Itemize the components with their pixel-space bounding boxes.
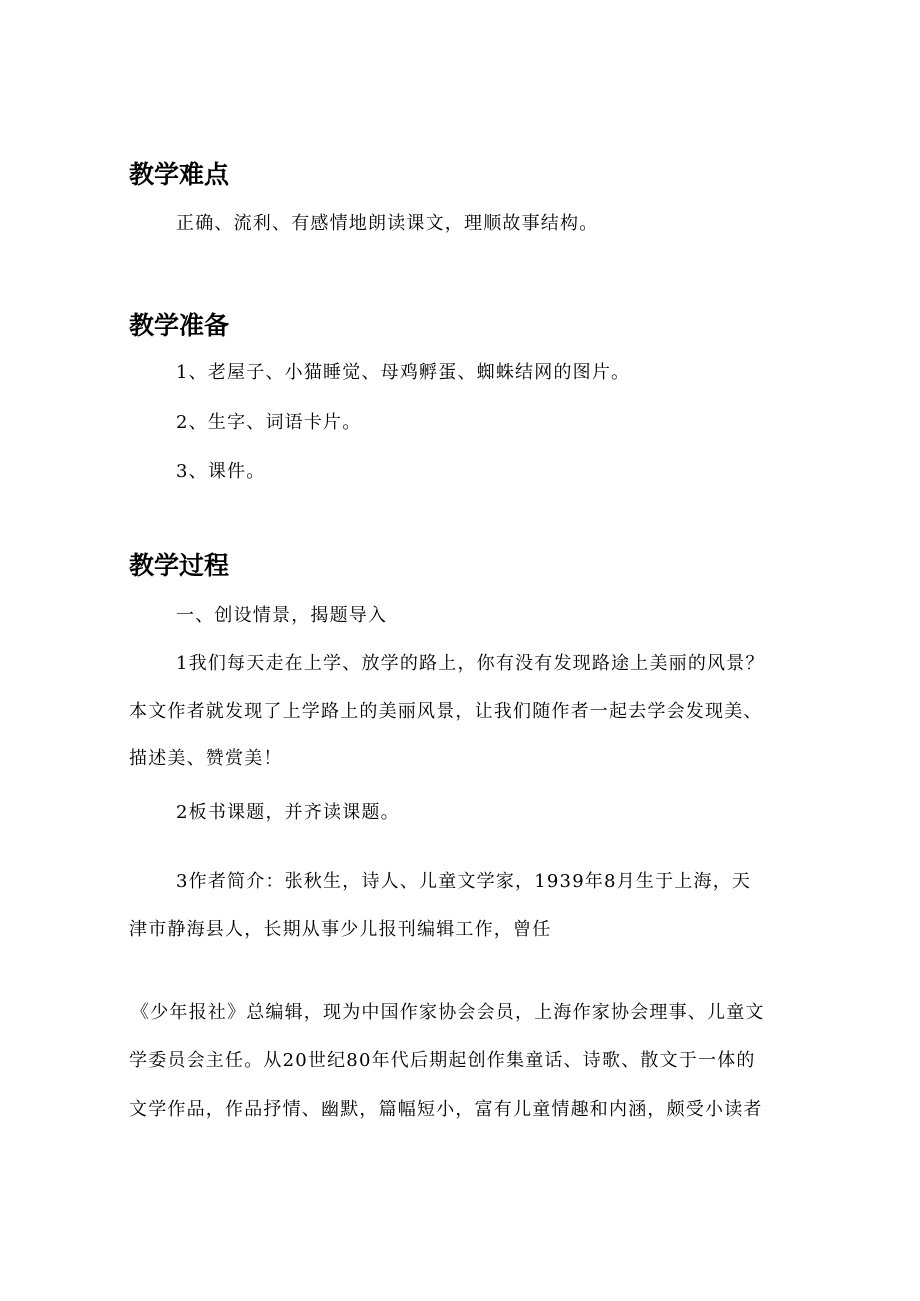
- process-paragraph-4-line-2: 学委员会主任。从20世纪80年代后期起创作集童话、诗歌、散文于一体的: [129, 1050, 756, 1071]
- process-paragraph-4-line-3: 文学作品，作品抒情、幽默，篇幅短小，富有儿童情趣和内涵，颇受小读者: [129, 1099, 763, 1120]
- preparation-item-2: 2、生字、词语卡片。: [176, 412, 362, 433]
- process-paragraph-1-line-1: 1我们每天走在上学、放学的路上，你有没有发现路途上美丽的风景？: [176, 653, 765, 674]
- preparation-item-3: 3、课件。: [176, 461, 266, 482]
- process-paragraph-4-line-1: 《少年报社》总编辑，现为中国作家协会会员，上海作家协会理事、儿童文: [131, 1002, 765, 1023]
- heading-teaching-process: 教学过程: [129, 551, 230, 580]
- process-paragraph-2: 2板书课题，并齐读课题。: [176, 802, 400, 823]
- process-subheading-1: 一、创设情景，揭题导入: [176, 605, 388, 626]
- heading-teaching-difficulty: 教学难点: [129, 160, 230, 189]
- process-paragraph-1-line-2: 本文作者就发现了上学路上的美丽风景，让我们随作者一起去学会发现美、: [129, 701, 763, 722]
- heading-teaching-preparation: 教学准备: [129, 311, 230, 340]
- process-paragraph-1-line-3: 描述美、赞赏美！: [129, 748, 283, 769]
- process-paragraph-3-line-2: 津市静海县人，长期从事少儿报刊编辑工作，曾任: [129, 919, 552, 940]
- difficulty-text: 正确、流利、有感情地朗读课文，理顺故事结构。: [176, 213, 599, 234]
- preparation-item-1: 1、老屋子、小猫睡觉、母鸡孵蛋、蜘蛛结网的图片。: [176, 362, 631, 383]
- process-paragraph-3-line-1: 3作者简介：张秋生，诗人、儿童文学家，1939年8月生于上海，天: [176, 871, 752, 892]
